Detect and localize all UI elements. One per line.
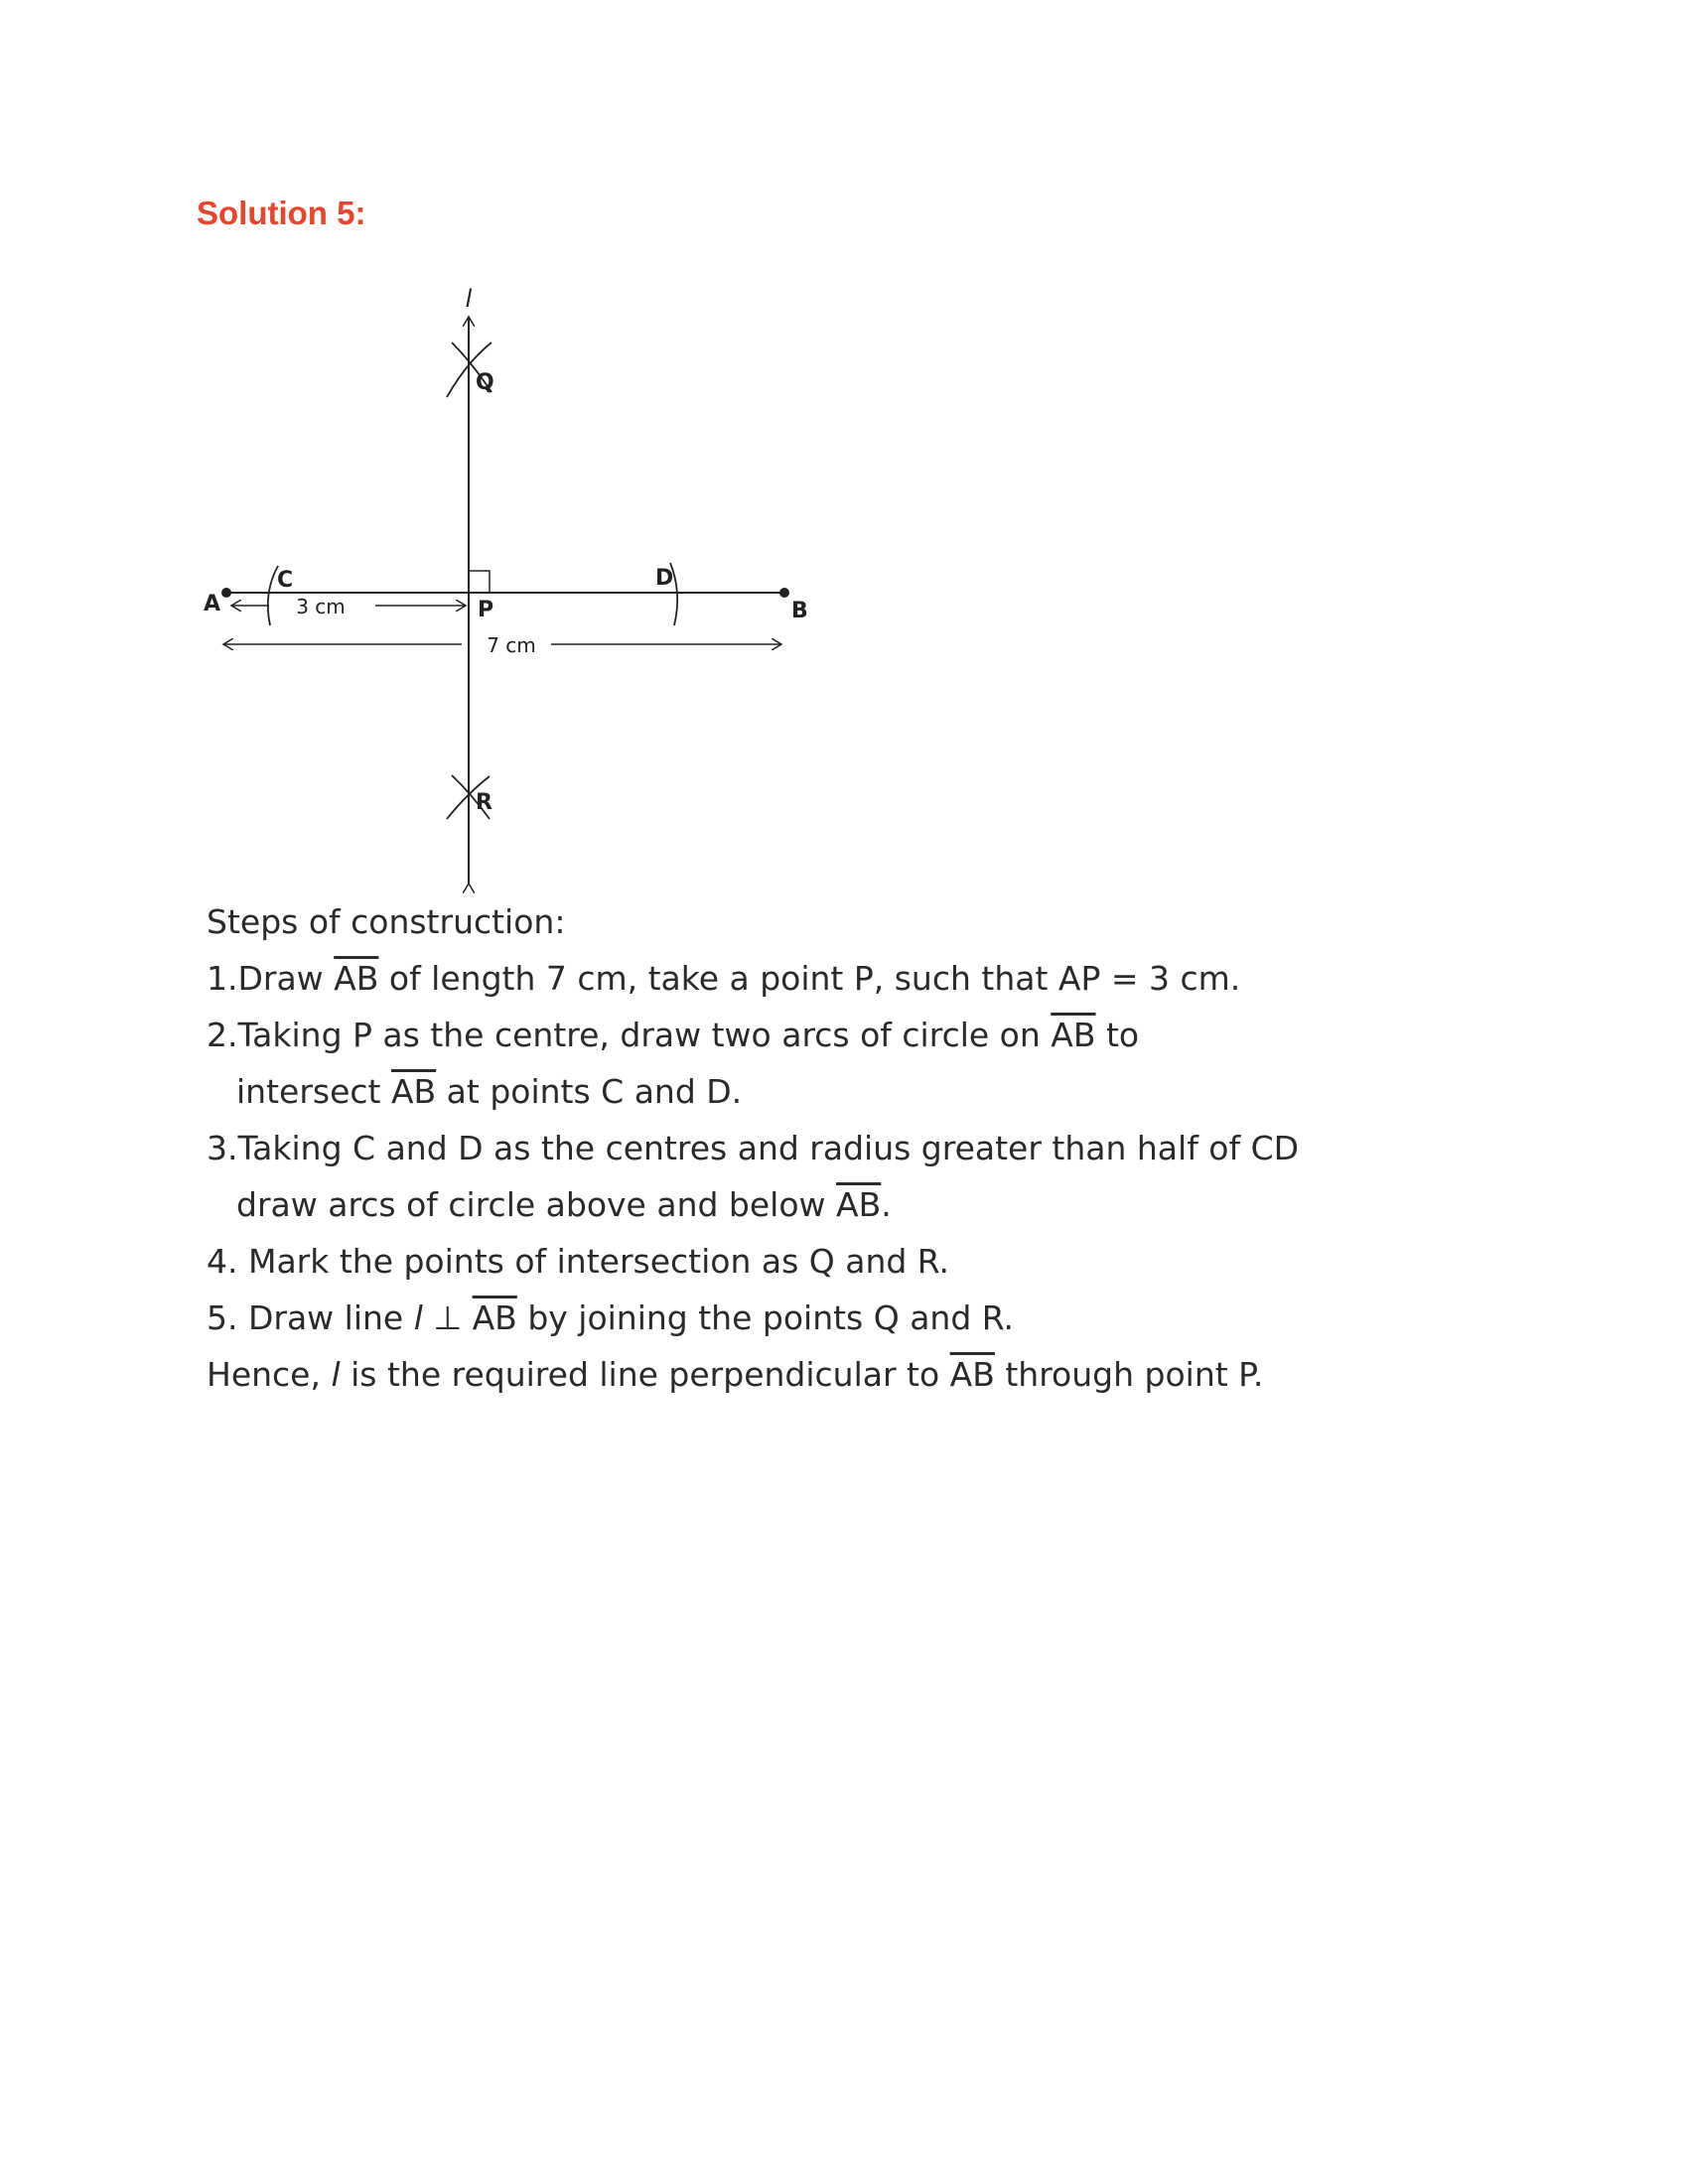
label-c: C — [277, 568, 294, 593]
solution-heading: Solution 5: — [197, 195, 366, 231]
right-angle-marker — [469, 571, 490, 593]
step-4: 4. Mark the points of intersection as Q and R. — [207, 1242, 950, 1281]
step-2-continued: intersect $\overline{AB}$ at points C and D. — [236, 1072, 743, 1111]
conclusion: Hence, l is the required line perpendicular to $\overline{AB}$ through point P. — [207, 1355, 1264, 1394]
step-3-continued: draw arcs of circle above and below $\overline{AB}$. — [236, 1185, 892, 1224]
construction-steps — [207, 893, 1497, 1403]
construction-figure — [194, 283, 839, 898]
point-a — [221, 588, 231, 598]
step-5: 5. Draw line l ⊥ $\overline{AB}$ by joining the points Q and R. — [207, 1298, 1015, 1337]
label-l: l — [465, 285, 473, 313]
label-p: P — [478, 598, 494, 622]
construction-diagram — [194, 283, 839, 898]
label-d: D — [655, 566, 674, 591]
label-a: A — [204, 592, 221, 616]
point-b — [779, 588, 789, 598]
step-3: 3.Taking C and D as the centres and radius greater than half of CD — [207, 1129, 1300, 1167]
step-1: 1.Draw $\overline{AB}$ of length 7 cm, take a point P, such that AP = 3 cm. — [207, 959, 1241, 998]
label-r: R — [476, 790, 492, 815]
label-b: B — [791, 599, 808, 623]
label-q: Q — [476, 370, 494, 395]
steps-title: Steps of construction: — [207, 902, 566, 941]
dimension-ap-label: 3 cm — [296, 595, 346, 618]
dimension-ab-label: 7 cm — [487, 633, 536, 657]
step-2: 2.Taking P as the centre, draw two arcs of circle on $\overline{AB}$ to — [207, 1016, 1140, 1054]
